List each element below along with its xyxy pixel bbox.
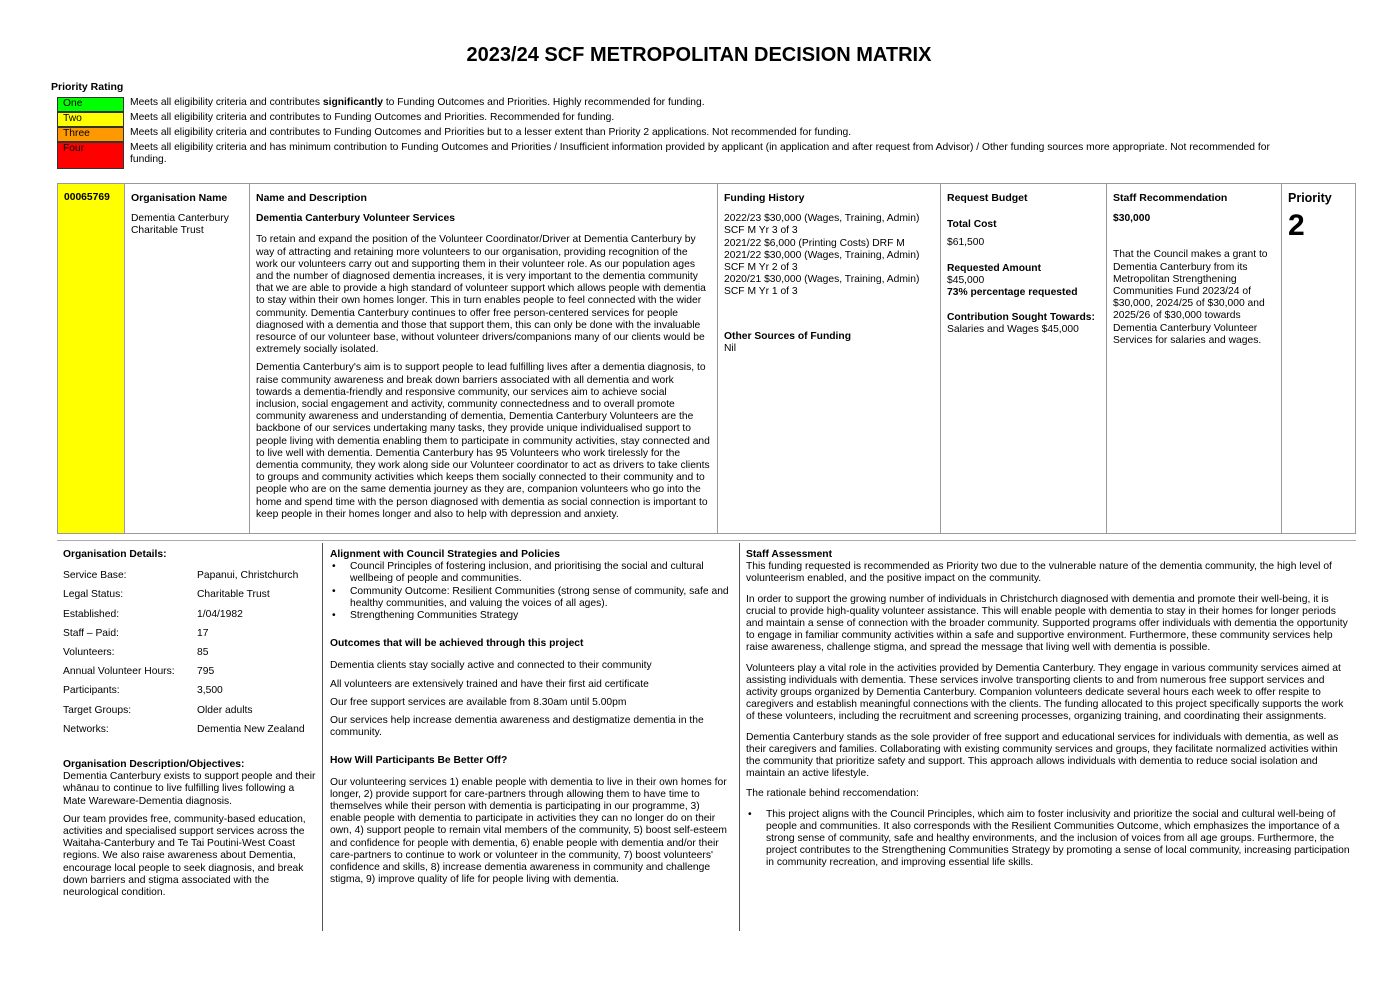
assessment-paragraph: In order to support the growing number of individuals in Christchurch diagnosed with dementia and promote their well-being, it is crucial to provide high-quality volunteer assistance. This will enable people with dementia to stay in their homes for longer periods and maintain a sense of connection with the broader community. Supported programs offer individuals with dementia the opportunity to engage in familiar community activities within a safe and supportive environment. Furthermore, these community services help raise awareness, challenge stigma, and spread the message that living well with dementia is possible. bbox=[746, 593, 1348, 654]
detail-row bbox=[63, 570, 316, 589]
rationale-list bbox=[746, 809, 1350, 870]
org-name: Dementia Canterbury Charitable Trust bbox=[131, 213, 229, 237]
detail-key: Annual Volunteer Hours: bbox=[63, 666, 175, 678]
detail-key: Established: bbox=[63, 608, 120, 620]
detail-value: 795 bbox=[197, 666, 215, 678]
application-table bbox=[57, 183, 1356, 534]
org-description-paragraph-1: Dementia Canterbury exists to support people and their whānau to continue to live fulfilling lives following a Mate Wareware-Dementia diagnosis. bbox=[63, 771, 316, 807]
priority-one-swatch: One bbox=[57, 97, 124, 112]
priority-row-one bbox=[57, 97, 1304, 112]
detail-row bbox=[63, 647, 316, 666]
alignment-list bbox=[330, 561, 731, 622]
detail-row bbox=[63, 628, 316, 647]
detail-row bbox=[63, 724, 316, 743]
recommended-amount: $30,000 bbox=[1113, 213, 1151, 225]
other-sources-value: Nil bbox=[724, 342, 737, 354]
requested-amount-value: $45,000 bbox=[947, 274, 985, 286]
priority-three-text: Meets all eligibility criteria and contributes to Funding Outcomes and Priorities but to a lesser extent than Priority 2 applications. Not recommended for funding. bbox=[130, 127, 852, 138]
org-details-heading: Organisation Details: bbox=[63, 549, 167, 560]
request-budget-column bbox=[941, 184, 1107, 533]
assessment-paragraph: This funding requested is recommended as Priority two due to the vulnerable nature of the dementia community, the high level of volunteerism enabled, and the positive impact on the community. bbox=[746, 561, 1332, 585]
alignment-item: • Strengthening Communities Strategy bbox=[330, 610, 731, 622]
detail-key: Volunteers: bbox=[63, 646, 115, 658]
detail-value: Dementia New Zealand bbox=[197, 723, 305, 735]
detail-value: 17 bbox=[197, 627, 209, 639]
org-description-heading: Organisation Description/Objectives: bbox=[63, 758, 245, 770]
description-heading: Name and Description bbox=[256, 192, 367, 204]
priority-four-text: Meets all eligibility criteria and has minimum contribution to Funding Outcomes and Priorities / Insufficient information provided by applicant (in application and after request from Advisor) / Other funding sources more appropriate. Not recommended for funding. bbox=[130, 142, 1270, 166]
outcome-item: All volunteers are extensively trained and have their first aid certificate bbox=[330, 678, 649, 690]
outcomes-heading: Outcomes that will be achieved through this project bbox=[330, 638, 584, 650]
detail-row bbox=[63, 685, 316, 704]
org-description-paragraph-2: Our team provides free, community-based education, activities and specialised support services across the Waitaha-Canterbury and Te Tai Poutini-West Coast regions. We also raise awareness about Dementia, encourage local people to seek diagnosis, and break down barriers and stigma associated with the neurological condition. bbox=[63, 813, 306, 898]
detail-value: Older adults bbox=[197, 704, 253, 716]
outcome-item: Our services help increase dementia awareness and destigmatize dementia in the community. bbox=[330, 715, 704, 739]
total-cost-value: $61,500 bbox=[947, 237, 985, 249]
detail-value: 1/04/1982 bbox=[197, 608, 243, 620]
percentage-requested: 73% percentage requested bbox=[947, 287, 1078, 299]
detail-value: Charitable Trust bbox=[197, 589, 270, 601]
detail-value: Papanui, Christchurch bbox=[197, 570, 299, 582]
priority-heading: Priority bbox=[1288, 191, 1332, 205]
staff-assessment-heading: Staff Assessment bbox=[746, 549, 833, 560]
alignment-item: • Community Outcome: Resilient Communities (strong sense of community, safe and healthy communities, and valuing the voices of all ages). bbox=[330, 586, 731, 610]
application-id: 00065769 bbox=[58, 184, 125, 533]
priority-three-swatch: Three bbox=[57, 127, 124, 142]
detail-value: 85 bbox=[197, 646, 209, 658]
priority-row-three bbox=[57, 127, 1304, 142]
staff-recommendation-heading: Staff Recommendation bbox=[1113, 192, 1228, 204]
priority-two-text: Meets all eligibility criteria and contributes to Funding Outcomes and Priorities. Recommended for funding. bbox=[130, 112, 615, 123]
detail-key: Participants: bbox=[63, 685, 120, 697]
staff-recommendation-column bbox=[1107, 184, 1282, 533]
rationale-item: • This project aligns with the Council Principles, which aim to foster inclusivity and prioritize the social and cultural well-being of people and communities. It also corresponds with the Resilient Communities Outcome, which emphasizes the importance of a strong sense of community, safe and healthy environments, and the inclusion of voices from all age groups. Furthermore, the project contributes to the Strengthening Communities Strategy by promoting a sense of local community, increasing participation in community recreation, and improving essential life skills. bbox=[746, 809, 1350, 870]
description-column bbox=[250, 184, 718, 533]
project-name: Dementia Canterbury Volunteer Services bbox=[256, 213, 455, 225]
org-name-heading: Organisation Name bbox=[131, 192, 228, 204]
page-title: 2023/24 SCF METROPOLITAN DECISION MATRIX bbox=[466, 44, 932, 66]
priority-rating-heading: Priority Rating bbox=[51, 81, 124, 93]
section-divider bbox=[57, 540, 1356, 541]
priority-value: 2 bbox=[1288, 209, 1305, 243]
staff-assessment-panel bbox=[740, 543, 1356, 886]
alignment-heading: Alignment with Council Strategies and Policies bbox=[330, 549, 561, 560]
detail-key: Staff – Paid: bbox=[63, 627, 119, 639]
detail-key: Service Base: bbox=[63, 570, 127, 582]
priority-column bbox=[1282, 184, 1355, 533]
total-cost-label: Total Cost bbox=[947, 219, 997, 231]
assessment-paragraph: Dementia Canterbury stands as the sole provider of free support and educational services for individuals with dementia, as well as their caregivers and families. Collaborating with existing community services and groups, they facilitate normalized activities within the community that prioritize safety and support. This approach allows individuals with dementia to reduce social isolation and maintain an active lifestyle. bbox=[746, 731, 1339, 780]
detail-row bbox=[63, 666, 316, 685]
other-sources-heading: Other Sources of Funding bbox=[724, 330, 851, 342]
org-name-column bbox=[125, 184, 250, 533]
detail-key: Target Groups: bbox=[63, 704, 132, 716]
recommendation-text: That the Council makes a grant to Dementia Canterbury from its Metropolitan Strengthening Communities Fund 2023/24 of $30,000, 2024/25 of $30,000 and 2025/26 of $30,000 towards Dementia Canterbury Volunteer Services for salaries and wages. bbox=[1113, 249, 1268, 346]
detail-row bbox=[63, 589, 316, 608]
priority-row-two bbox=[57, 112, 1304, 127]
detail-key: Networks: bbox=[63, 723, 109, 735]
funding-history-item: 2022/23 $30,000 (Wages, Training, Admin) SCF M Yr 3 of 3 bbox=[724, 213, 920, 237]
description-paragraph-2: Dementia Canterbury's aim is to support people to lead fulfilling lives after a dementia diagnosis, to raise community awareness and break down barriers associated with all dementia and work towards a dementia-friendly and responsive community, our services aim to achieve social inclusion, social engagement and activity, community connectedness and to overall promote community awareness and understanding of dementia, Dementia Canterbury Volunteers are the backbone of our services undertaking many tasks, they provide unique individualised support to people living with dementia enabling them to participate in community activities, stay connected and to live well with dementia. Dementia Canterbury has 95 Volunteers who work tirelessly for the dementia community, they work along side our Volunteer coordinator to act as drivers to take clients to groups and community activities which keeps them socially connected to their community and to people who are on the same dementia journey as they are, companion volunteers who go into the home and spend time with the person diagnosed with dementia as social connection is important to keep people in their homes longer and also to help with depression and anxiety. bbox=[256, 362, 710, 520]
funding-history-heading: Funding History bbox=[724, 192, 805, 204]
assessment-paragraph: Volunteers play a vital role in the activities provided by Dementia Canterbury. They engage in various community services aimed at assisting individuals with dementia. These services involve transporting clients to and from numerous free support services and activity groups organized by Dementia Canterbury. Companion volunteers dedicate several hours each week to offer respite to caregivers and establish meaningful connections with the clients. The funding allocated to this project specifically supports the work of these volunteers, including the recruitment and screening processes, organizing training, and coordinating their assignments. bbox=[746, 662, 1344, 723]
priority-four-swatch: Four bbox=[57, 142, 124, 169]
request-budget-heading: Request Budget bbox=[947, 192, 1028, 204]
alignment-item: • Council Principles of fostering inclusion, and prioritising the social and cultural wellbeing of people and communities. bbox=[330, 561, 731, 585]
detail-value: 3,500 bbox=[197, 685, 223, 697]
funding-history-column bbox=[718, 184, 941, 533]
better-off-text: Our volunteering services 1) enable people with dementia to live in their own homes for longer, 2) provide support for care-partners through allowing them to have time to themselves while their person with dementia is participating in our programme, 3) enable people with dementia to participate in activities they can no longer do on their own, 4) support people to remain vital members of the community, 5) boost self-esteem and confidence for people with dementia, 6) enable people with dementia and/or their care-partners to continue to work or volunteer in the community, 7) boost volunteers' confidence and skills, 8) increase dementia awareness in community and challenge stigma, 9) improve quality of life for people living with dementia. bbox=[330, 776, 727, 886]
detail-row bbox=[63, 705, 316, 724]
priority-row-four bbox=[57, 142, 1304, 169]
requested-amount-label: Requested Amount bbox=[947, 262, 1042, 274]
contribution-value: Salaries and Wages $45,000 bbox=[947, 324, 1079, 336]
detail-row bbox=[63, 609, 316, 628]
funding-history-item: 2020/21 $30,000 (Wages, Training, Admin) SCF M Yr 1 of 3 bbox=[724, 274, 920, 298]
funding-history-item: 2021/22 $30,000 (Wages, Training, Admin) SCF M Yr 2 of 3 bbox=[724, 249, 920, 274]
contribution-label: Contribution Sought Towards: bbox=[947, 312, 1095, 324]
assessment-paragraph: The rationale behind reccomendation: bbox=[746, 788, 919, 800]
outcome-item: Our free support services are available from 8.30am until 5.00pm bbox=[330, 696, 627, 708]
description-paragraph-1: To retain and expand the position of the Volunteer Coordinator/Driver at Dementia Canterbury by way of attracting and retaining more volunteers to our organisation, providing recognition of the work our volunteers carry out and supporting them in their volunteer role. As our population ages and the number of diagnosed dementia increases, it is very important to the dementia community that we are able to provide a high standard of volunteer support which allows people with dementia to stay within their own homes longer. This in turn enables people to feel connected with the wider community. Dementia Canterbury continues to offer free person-centered services for people diagnosed with a dementia and those that support them, this can only be done with the invaluable resource of our volunteer base, without volunteer drivers/companions many of our clients would be extremely socially isolated. bbox=[256, 234, 706, 356]
better-off-heading: How Will Participants Be Better Off? bbox=[330, 755, 508, 767]
priority-one-text: Meets all eligibility criteria and contributes significantly to Funding Outcomes and Priorities. Highly recommended for funding. bbox=[130, 97, 705, 108]
detail-key: Legal Status: bbox=[63, 589, 124, 601]
funding-history-item: 2021/22 $6,000 (Printing Costs) DRF M bbox=[724, 237, 905, 249]
alignment-panel bbox=[323, 543, 740, 931]
priority-two-swatch: Two bbox=[57, 112, 124, 127]
organisation-details-panel bbox=[57, 543, 323, 931]
outcome-item: Dementia clients stay socially active and connected to their community bbox=[330, 660, 652, 672]
